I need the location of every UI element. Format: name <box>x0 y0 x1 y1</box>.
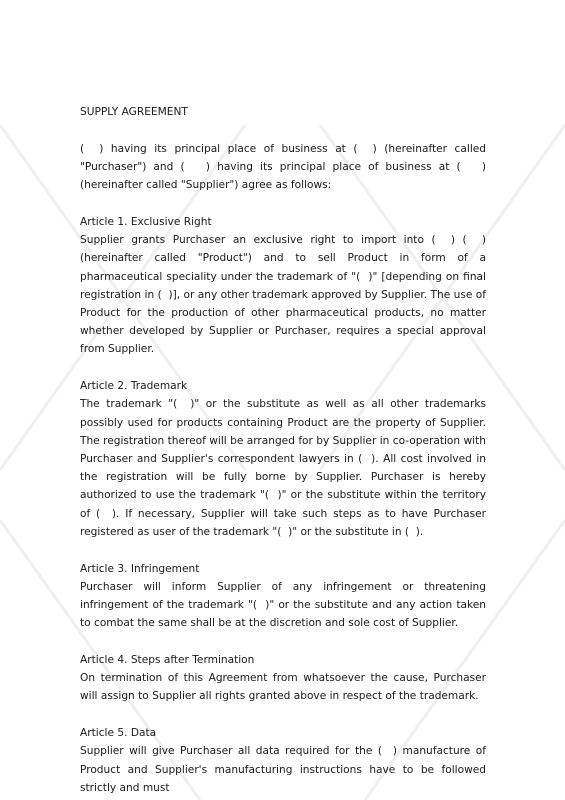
article-1 <box>80 213 486 359</box>
article-4 <box>80 651 486 706</box>
article-heading: Article 2. Trademark <box>80 380 188 393</box>
article-heading: Article 1. Exclusive Right <box>80 216 212 228</box>
article-text: The trademark "( )" or the substitute as well as all other trademarks possibly used for products containing Product are the property of Supplier. The registration thereof will be arranged for by Supplier in co-operation with Purchaser and Supplier's correspondent lawyers in ( ). All cost involved in the registration will be fully borne by Supplier. Purchaser is hereby authorized to use the trademark "( )" or the substitute within the territory of ( ). If necessary, Supplier will take such steps as to have Purchaser registered as user of the trademark "( )" or the substitute in ( ). <box>80 398 486 538</box>
article-2 <box>80 377 486 541</box>
article-text: Purchaser will inform Supplier of any infringement or threatening infringement of the trademark "( )" or the substitute and any action taken to combat the same shall be at the discretion and sole cost of Supplier. <box>80 580 486 630</box>
article-5 <box>80 724 486 797</box>
article-3 <box>80 560 486 633</box>
article-heading: Article 5. Data <box>80 727 157 740</box>
article-heading: Article 3. Infringement <box>80 562 200 575</box>
document-page <box>80 103 486 800</box>
parties-paragraph: ( ) having its principal place of business at ( ) (hereinafter called "Purchaser") and ( ) having its principal place of business at ( ) (hereinafter called "Supplier") agree as follows: <box>80 142 486 192</box>
article-text: Supplier grants Purchaser an exclusive right to import into ( ) ( ) (hereinafter called "Product") and to sell Product in form of a pharmaceutical speciality under the trademark of "( )" [depending on final registration in ( )], or any other trademark approved by Supplier. The use of Product for the production of other pharmaceutical products, no matter whether developed by Supplier or Purchaser, requires a special approval from Supplier. <box>80 234 486 356</box>
article-heading: Article 4. Steps after Termination <box>80 654 255 667</box>
article-text: On termination of this Agreement from whatsoever the cause, Purchaser will assign to Supplier all rights granted above in respect of the trademark. <box>80 672 486 703</box>
document-title: SUPPLY AGREEMENT <box>80 106 188 118</box>
article-text: Supplier will give Purchaser all data required for the ( ) manufacture of Product and Supplier's manufacturing instructions have to be followed strictly and must <box>80 745 486 794</box>
